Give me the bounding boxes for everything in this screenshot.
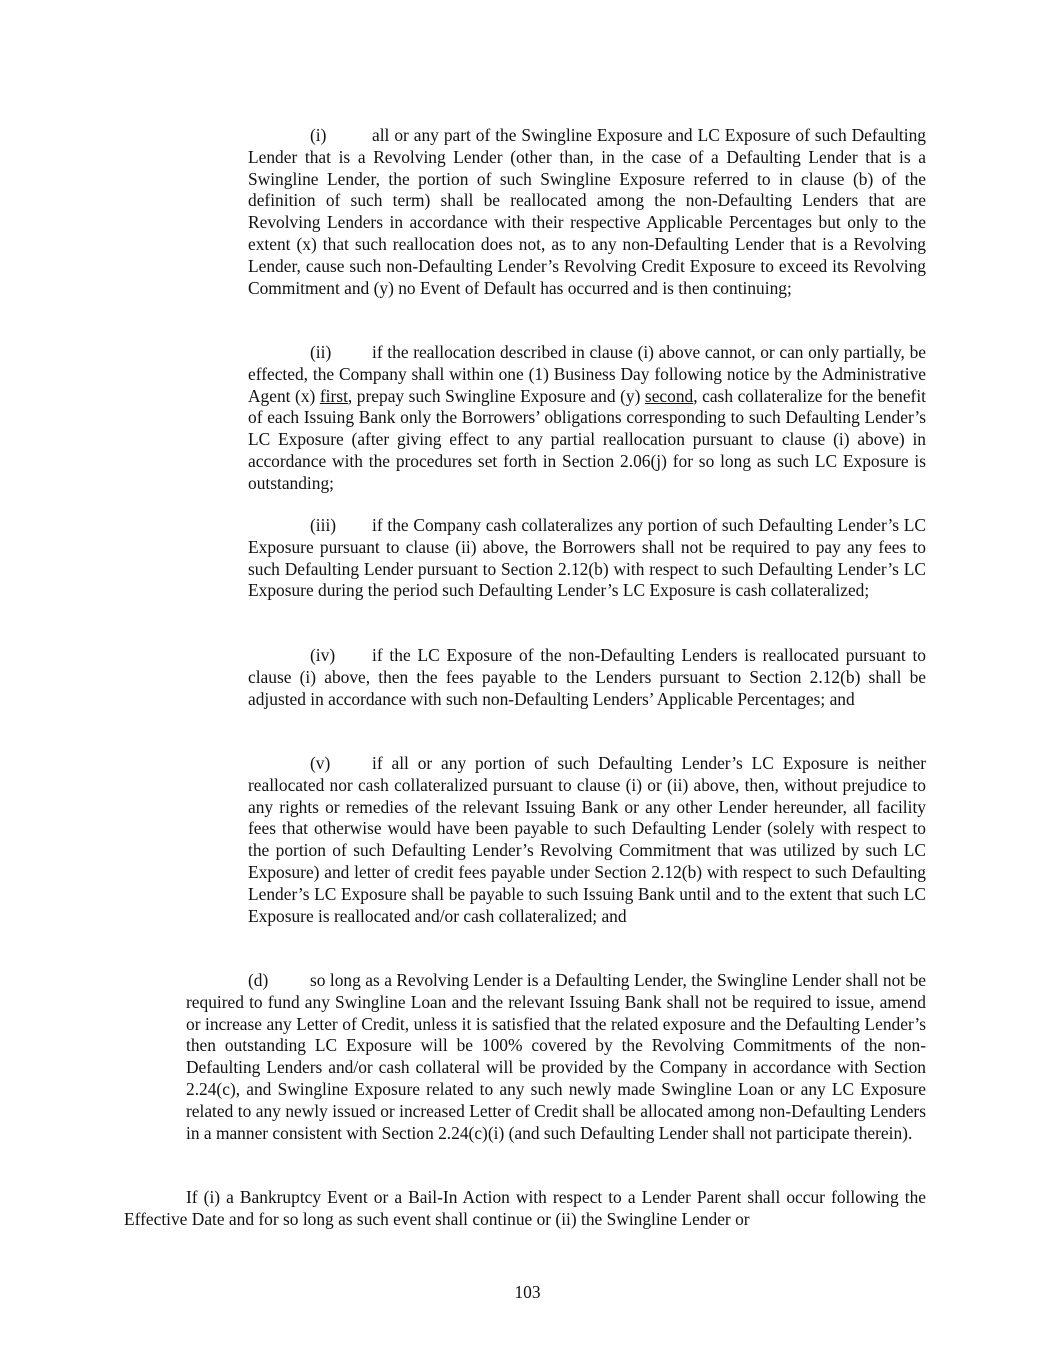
clause-text: so long as a Revolving Lender is a Defaulting Lender, the Swingline Lender shall not be required to fund any Swingline Loan and the relevant Issuing Bank shall not be required to issue, amend or increase any Letter of Credit, unless it is satisfied that the related exposure and the Defaulting Lender’s then outstanding LC Exposure will be 100% covered by the Revolving Commitments of the non-Defaulting Lenders and/or cash collateral will be provided by the Company in accordance with Section 2.24(c), and Swingline Exposure related to any such newly made Swingline Loan or any LC Exposure related to any newly issued or increased Letter of Credit shall be allocated among non-Defaulting Lenders in a manner consistent with Section 2.24(c)(i) (and such Defaulting Lender shall not participate therein). bbox=[186, 970, 926, 1143]
paragraph-final bbox=[124, 1187, 926, 1231]
clause-number: (i) bbox=[310, 125, 327, 145]
clause-text: If (i) a Bankruptcy Event or a Bail-In Action with respect to a Lender Parent shall occur following the Effective Date and for so long as such event shall continue or (ii) the Swingline Lender or bbox=[124, 1187, 926, 1229]
paragraph-i bbox=[248, 125, 926, 299]
paragraph-ii bbox=[248, 342, 926, 495]
clause-text: if the Company cash collateralizes any portion of such Defaulting Lender’s LC Exposure pursuant to clause (ii) above, the Borrowers shall not be required to pay any fees to such Defaulting Lender pursuant to Section 2.12(b) with respect to such Defaulting Lender’s LC Exposure during the period such Defaulting Lender’s LC Exposure is cash collateralized; bbox=[248, 515, 926, 601]
paragraph-v bbox=[248, 753, 926, 927]
clause-text: , prepay such Swingline Exposure and (y) bbox=[347, 385, 645, 406]
clause-text: if all or any portion of such Defaulting Lender’s LC Exposure is neither reallocated nor cash collateralized pursuant to clause (i) or (ii) above, then, without prejudice to any rights or remedies of the relevant Issuing Bank or any other Lender hereunder, all facility fees that otherwise would have been payable to such Defaulting Lender (solely with respect to the portion of such Defaulting Lender’s Revolving Commitment that was utilized by such LC Exposure) and letter of credit fees payable under Section 2.12(b) with respect to such Defaulting Lender’s LC Exposure shall be payable to such Issuing Bank until and to the extent that such LC Exposure is reallocated and/or cash collateralized; and bbox=[248, 753, 926, 926]
clause-number: (v) bbox=[310, 753, 331, 773]
clause-number: (ii) bbox=[310, 342, 332, 362]
paragraph-iv bbox=[248, 645, 926, 710]
clause-number: (iv) bbox=[310, 645, 336, 665]
emphasis-first: first bbox=[319, 385, 348, 406]
clause-text: , cash collateralize for the benefit of each Issuing Bank only the Borrowers’ obligations corresponding to such Defaulting Lender’s LC Exposure (after giving effect to any partial reallocation pursuant to clause (i) above) in accordance with the procedures set forth in Section 2.06(j) for so long as such LC Exposure is outstanding; bbox=[248, 385, 926, 493]
clause-number: (d) bbox=[248, 970, 269, 990]
page-number: 103 bbox=[514, 1282, 541, 1302]
clause-text: all or any part of the Swingline Exposure and LC Exposure of such Defaulting Lender that is a Revolving Lender (other than, in the case of a Defaulting Lender that is a Swingline Lender, the portion of such Swingline Exposure referred to in clause (b) of the definition of such term) shall be reallocated among the non-Defaulting Lenders that are Revolving Lenders in accordance with their respective Applicable Percentages but only to the extent (x) that such reallocation does not, as to any non-Defaulting Lender that is a Revolving Lender, cause such non-Defaulting Lender’s Revolving Credit Exposure to exceed its Revolving Commitment and (y) no Event of Default has occurred and is then continuing; bbox=[248, 125, 926, 298]
paragraph-iii bbox=[248, 515, 926, 602]
clause-number: (iii) bbox=[310, 515, 337, 535]
clause-text: if the reallocation described in clause (i) above cannot, or can only partially, be effected, the Company shall within one (1) Business Day following notice by the Administrative Agent (x) bbox=[248, 342, 926, 406]
paragraph-d bbox=[186, 970, 926, 1144]
emphasis-second: second bbox=[644, 385, 694, 406]
clause-text: if the LC Exposure of the non-Defaulting Lenders is reallocated pursuant to clause (i) above, then the fees payable to the Lenders pursuant to Section 2.12(b) shall be adjusted in accordance with such non-Defaulting Lenders’ Applicable Percentages; and bbox=[248, 645, 926, 709]
